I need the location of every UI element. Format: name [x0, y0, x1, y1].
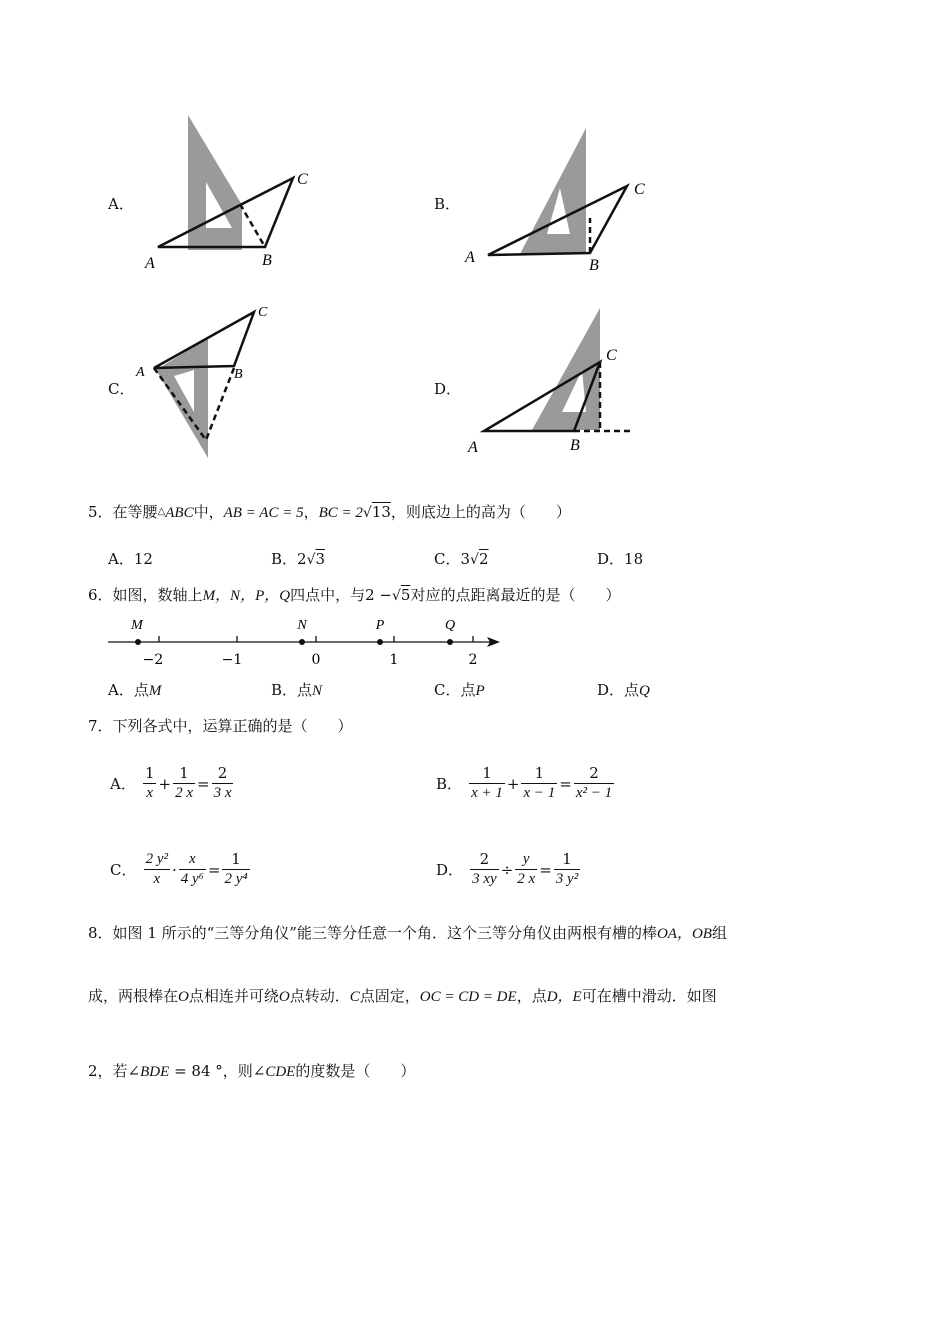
option-c-label[interactable]: C． — [108, 380, 135, 398]
svg-text:B: B — [234, 367, 243, 382]
question-8-line-1: 8．如图 1 所示的“三等分角仪”能三等分任意一个角．这个三等分角仪由两根有槽的棒OA，OB组 — [88, 924, 727, 942]
q6-option-d[interactable]: D．点Q — [597, 681, 650, 699]
svg-text:P: P — [375, 618, 385, 633]
q6-option-c[interactable]: C．点P — [434, 681, 485, 699]
point-q — [447, 639, 453, 645]
svg-text:C: C — [606, 347, 617, 364]
question-7-stem: 7．下列各式中，运算正确的是（ ） — [88, 717, 353, 735]
point-p — [377, 639, 383, 645]
set-square-a — [188, 115, 242, 250]
option-d-label[interactable]: D． — [434, 380, 462, 398]
point-c: C — [297, 171, 308, 188]
tick-label: 1 — [389, 652, 399, 668]
q7-option-b[interactable]: B． $\frac{1}{x + 1}$ + $\frac{1}{x - 1}$ = $\frac{2}{\text{x² − 1}}$ — [436, 764, 613, 801]
tick-label: −2 — [142, 652, 164, 668]
svg-text:N: N — [297, 618, 307, 633]
q5-option-c[interactable]: C．3√2 — [434, 550, 489, 568]
svg-text:B: B — [589, 257, 599, 274]
question-5-stem: 5．在等腰△ABC中，AB = AC = 5，BC = 2√13，则底边上的高为（ ） — [88, 503, 571, 521]
q6-option-a[interactable]: A．点M — [108, 681, 162, 699]
question-8-line-2: 成，两根棒在O点相连并可绕O点转动．C点固定，OC = CD = DE，点D，E可在槽中滑动．如图 — [88, 987, 717, 1005]
point-n — [299, 639, 305, 645]
svg-text:A: A — [136, 365, 145, 380]
q5-option-a[interactable]: A．12 — [108, 550, 153, 568]
q7-option-d[interactable]: D． $\frac{2}{3 xy}$ ÷ $\frac{y}{2 x}$ = $\frac{1}{\text{3 y²}}$ — [436, 850, 579, 887]
figure-option-d — [462, 300, 662, 460]
point-m — [135, 639, 141, 645]
point-b: B — [262, 252, 272, 269]
q7-option-a[interactable]: A． $\frac{1}{x}$ + $\frac{1}{2 x}$ = $\frac{2}{3 x}$ — [110, 764, 232, 801]
number-line — [105, 612, 505, 668]
svg-text:C: C — [634, 181, 645, 198]
option-b-label[interactable]: B． — [434, 195, 461, 213]
point-a: A — [145, 255, 155, 272]
q5-option-d[interactable]: D．18 — [597, 550, 644, 568]
svg-text:A: A — [465, 249, 475, 266]
svg-text:M: M — [131, 618, 143, 633]
svg-text:Q: Q — [444, 618, 456, 633]
svg-text:A: A — [468, 439, 478, 456]
figure-option-b — [462, 120, 662, 280]
q5-option-b[interactable]: B．2√3 — [271, 550, 326, 568]
tick-label: 2 — [468, 652, 478, 668]
figure-option-a — [140, 110, 320, 275]
question-6-stem: 6．如图，数轴上M，N，P，Q四点中，与2 −√5对应的点距离最近的是（ ） — [88, 586, 621, 604]
figure-option-c — [132, 300, 302, 465]
svg-text:B: B — [570, 437, 580, 454]
q6-option-b[interactable]: B．点N — [271, 681, 323, 699]
tick-label: −1 — [221, 652, 243, 668]
option-a-label[interactable]: A． — [108, 195, 134, 213]
set-square-c — [156, 338, 208, 458]
tick-label: 0 — [311, 652, 321, 668]
q7-option-c[interactable]: C． $\frac{\text{2 y²}}{x}$ · $\frac{x}{\text{4 y⁶}}$ = $\frac{1}{\text{2 y⁴}}$ — [110, 850, 248, 887]
svg-text:C: C — [258, 305, 268, 320]
question-8-line-3: 2，若∠BDE = 84 °，则∠CDE的度数是（ ） — [88, 1062, 416, 1080]
